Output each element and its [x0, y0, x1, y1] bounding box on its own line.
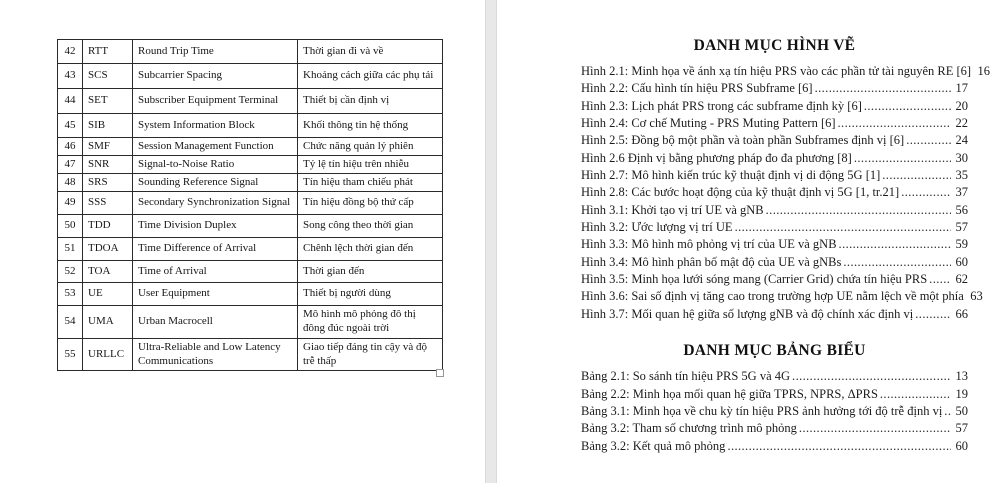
toc-entry-label: Hình 2.6 Định vị bằng phương pháp đo đa phương [8] [581, 150, 852, 165]
toc-entry-label: Hình 3.3: Mô hình mô phỏng vị trí của UE và gNB [581, 237, 837, 252]
dot-leader [799, 420, 951, 437]
toc-entry-page: 30 [955, 150, 968, 165]
abbr-number-cell: 51 [58, 238, 83, 261]
abbr-number-cell: 46 [58, 138, 83, 156]
toc-entry-figure[interactable] [581, 167, 968, 184]
abbr-fullname-cell: Subcarrier Spacing [133, 64, 298, 89]
abbr-cell: SMF [83, 138, 133, 156]
dot-leader [880, 386, 951, 403]
toc-entry-figure[interactable] [581, 306, 968, 323]
abbr-number-cell: 49 [58, 192, 83, 215]
abbr-cell: SET [83, 89, 133, 114]
dot-leader [839, 236, 951, 253]
table-row [58, 40, 443, 64]
toc-entry-label: Bảng 3.2: Tham số chương trình mô phỏng [581, 421, 797, 436]
figures-toc-list [581, 63, 991, 323]
abbr-number-cell: 42 [58, 40, 83, 64]
abbr-fullname-cell: Signal-to-Noise Ratio [133, 156, 298, 174]
dot-leader [906, 132, 951, 149]
abbr-fullname-cell: User Equipment [133, 283, 298, 306]
abbr-fullname-cell: Urban Macrocell [133, 306, 298, 339]
toc-entry-label: Hình 2.3: Lịch phát PRS trong các subframe định kỳ [6] [581, 98, 862, 113]
toc-entry-page: 57 [955, 421, 968, 436]
abbr-number-cell: 54 [58, 306, 83, 339]
toc-entry-label: Hình 3.7: Mối quan hệ giữa số lượng gNB và độ chính xác định vị [581, 306, 914, 321]
abbr-description-cell: Thiết bị cần định vị [298, 89, 443, 114]
tables-list-title: DANH MỤC BẢNG BIỂU [683, 342, 866, 360]
dot-leader [735, 219, 951, 236]
dot-leader [901, 184, 951, 201]
abbr-description-cell: Thời gian đi và về [298, 40, 443, 64]
toc-entry-page: 66 [955, 306, 968, 321]
toc-entry-page: 56 [955, 202, 968, 217]
abbr-fullname-cell: Session Management Function [133, 138, 298, 156]
toc-entry-page: 22 [955, 116, 968, 131]
toc-entry-page: 19 [955, 386, 968, 401]
abbr-fullname-cell: System Information Block [133, 114, 298, 138]
abbr-number-cell: 48 [58, 174, 83, 192]
abbr-cell: SRS [83, 174, 133, 192]
abbr-fullname-cell: Time of Arrival [133, 261, 298, 283]
toc-entry-label: Hình 3.4: Mô hình phân bố mật độ của UE và gNBs [581, 254, 842, 269]
toc-entry-table[interactable] [581, 403, 968, 420]
toc-entry-label: Hình 3.1: Khởi tạo vị trí UE và gNB [581, 202, 764, 217]
toc-entry-label: Hình 2.2: Cấu hình tín hiệu PRS Subframe [6] [581, 81, 813, 96]
page-divider [485, 0, 497, 483]
toc-entry-figure[interactable] [581, 132, 968, 149]
abbr-fullname-cell: Time Division Duplex [133, 215, 298, 238]
dot-leader [882, 167, 951, 184]
abbr-cell: URLLC [83, 339, 133, 371]
dot-leader [792, 368, 951, 385]
table-row [58, 215, 443, 238]
figures-list-title: DANH MỤC HÌNH VẼ [693, 37, 856, 54]
abbr-number-cell: 50 [58, 215, 83, 238]
toc-entry-figure[interactable] [581, 80, 968, 97]
abbr-fullname-cell: Ultra-Reliable and Low Latency Communications [133, 339, 298, 371]
toc-entry-label: Hình 3.2: Ước lượng vị trí UE [581, 220, 733, 235]
abbr-description-cell: Giao tiếp đáng tin cậy và độ trễ thấp [298, 339, 443, 371]
abbr-cell: RTT [83, 40, 133, 64]
toc-entry-figure[interactable] [581, 98, 968, 115]
toc-entry-figure[interactable] [581, 219, 968, 236]
abbr-description-cell: Thiết bị người dùng [298, 283, 443, 306]
abbr-description-cell: Song công theo thời gian [298, 215, 443, 238]
table-row [58, 138, 443, 156]
abbr-cell: UE [83, 283, 133, 306]
abbr-description-cell: Khoảng cách giữa các phụ tải [298, 64, 443, 89]
toc-entry-label: Bảng 2.1: So sánh tín hiệu PRS 5G và 4G [581, 369, 791, 384]
abbr-number-cell: 53 [58, 283, 83, 306]
abbreviations-table [57, 39, 443, 371]
abbr-cell: TDOA [83, 238, 133, 261]
toc-entry-page: 35 [955, 168, 968, 183]
toc-entry-page: 59 [955, 237, 968, 252]
toc-entry-figure[interactable] [581, 271, 968, 288]
abbr-fullname-cell: Secondary Synchronization Signal [133, 192, 298, 215]
table-row [58, 114, 443, 138]
dot-leader [864, 98, 951, 115]
abbr-description-cell: Mô hình mô phỏng đô thị đông đúc ngoài trời [298, 306, 443, 339]
dot-leader [944, 403, 951, 420]
toc-entry-page: 24 [955, 133, 968, 148]
toc-entry-page: 60 [955, 438, 968, 453]
table-row [58, 89, 443, 114]
toc-entry-table[interactable] [581, 438, 968, 455]
toc-entry-table[interactable] [581, 368, 968, 385]
toc-entry-page: 50 [955, 403, 968, 418]
table-row [58, 192, 443, 215]
abbr-description-cell: Tỷ lệ tín hiệu trên nhiễu [298, 156, 443, 174]
table-row [58, 261, 443, 283]
abbr-fullname-cell: Sounding Reference Signal [133, 174, 298, 192]
table-row [58, 238, 443, 261]
table-row [58, 306, 443, 339]
toc-entry-page: 17 [955, 81, 968, 96]
toc-entry-page: 60 [955, 254, 968, 269]
abbr-number-cell: 44 [58, 89, 83, 114]
abbr-cell: TDD [83, 215, 133, 238]
abbr-cell: SCS [83, 64, 133, 89]
toc-entry-figure[interactable] [581, 115, 968, 132]
table-row [58, 283, 443, 306]
toc-entry-table[interactable] [581, 420, 968, 437]
abbr-number-cell: 45 [58, 114, 83, 138]
toc-entry-label: Hình 2.5: Đồng bộ một phần và toàn phần Subframes định vị [6] [581, 133, 905, 148]
toc-entry-figure[interactable] [581, 254, 968, 271]
dot-leader [766, 202, 951, 219]
dot-leader [838, 115, 951, 132]
abbr-cell: SSS [83, 192, 133, 215]
toc-entry-page: 57 [955, 220, 968, 235]
toc-entry-figure[interactable] [581, 288, 983, 305]
page-right [497, 0, 1005, 483]
abbr-description-cell: Thời gian đến [298, 261, 443, 283]
toc-entry-figure[interactable] [581, 63, 991, 80]
toc-entry-figure[interactable] [581, 184, 968, 201]
table-resize-handle[interactable] [436, 369, 444, 377]
toc-entry-label: Bảng 3.2: Kết quả mô phỏng [581, 438, 726, 453]
table-row [58, 339, 443, 371]
dot-leader [854, 150, 951, 167]
abbr-fullname-cell: Round Trip Time [133, 40, 298, 64]
toc-entry-figure[interactable] [581, 202, 968, 219]
abbr-fullname-cell: Time Difference of Arrival [133, 238, 298, 261]
toc-entry-page: 62 [955, 272, 968, 287]
abbr-description-cell: Khối thông tin hệ thống [298, 114, 443, 138]
toc-entry-page: 16 [977, 64, 991, 78]
table-row [58, 174, 443, 192]
toc-entry-label: Hình 2.4: Cơ chế Muting - PRS Muting Pattern [6] [581, 116, 836, 131]
abbr-description-cell: Tín hiệu đồng bộ thứ cấp [298, 192, 443, 215]
dot-leader [727, 438, 951, 455]
abbr-number-cell: 43 [58, 64, 83, 89]
table-row [58, 156, 443, 174]
dot-leader [915, 306, 951, 323]
dot-leader [843, 254, 951, 271]
abbr-fullname-cell: Subscriber Equipment Terminal [133, 89, 298, 114]
abbr-number-cell: 55 [58, 339, 83, 371]
toc-entry-figure[interactable] [581, 150, 968, 167]
toc-entry-page: 13 [955, 369, 968, 384]
abbr-cell: SIB [83, 114, 133, 138]
abbr-number-cell: 52 [58, 261, 83, 283]
toc-entry-label: Hình 3.6: Sai số định vị tăng cao trong trường hợp UE nằm lệch về một phía [581, 289, 964, 304]
tables-toc-list [581, 368, 968, 455]
dot-leader [929, 271, 951, 288]
dot-leader [815, 80, 951, 97]
abbr-cell: SNR [83, 156, 133, 174]
page-left [0, 0, 485, 483]
toc-entry-label: Hình 2.1: Minh họa về ánh xạ tín hiệu PRS vào các phần tử tài nguyên RE [6] [581, 64, 972, 78]
abbr-cell: TOA [83, 261, 133, 283]
abbr-description-cell: Chức năng quản lý phiên [298, 138, 443, 156]
abbr-description-cell: Tín hiệu tham chiếu phát [298, 174, 443, 192]
toc-entry-figure[interactable] [581, 236, 968, 253]
table-row [58, 64, 443, 89]
toc-entry-page: 37 [955, 185, 968, 200]
toc-entry-page: 20 [955, 98, 968, 113]
toc-entry-label: Hình 2.8: Các bước hoạt động của kỹ thuật định vị 5G [1, tr.21] [581, 185, 900, 200]
abbr-cell: UMA [83, 306, 133, 339]
toc-entry-label: Hình 2.7: Mô hình kiến trúc kỹ thuật định vị di động 5G [1] [581, 168, 881, 183]
toc-entry-label: Hình 3.5: Minh họa lưới sóng mang (Carrier Grid) chứa tín hiệu PRS [581, 272, 928, 287]
toc-entry-table[interactable] [581, 386, 968, 403]
abbr-number-cell: 47 [58, 156, 83, 174]
toc-entry-label: Bảng 2.2: Minh họa mối quan hệ giữa TPRS, NPRS, ΔPRS [581, 386, 878, 401]
toc-entry-label: Bảng 3.1: Minh họa về chu kỳ tín hiệu PRS ảnh hưởng tới độ trễ định vị [581, 403, 943, 418]
toc-entry-page: 63 [970, 289, 983, 304]
abbr-description-cell: Chênh lệch thời gian đến [298, 238, 443, 261]
